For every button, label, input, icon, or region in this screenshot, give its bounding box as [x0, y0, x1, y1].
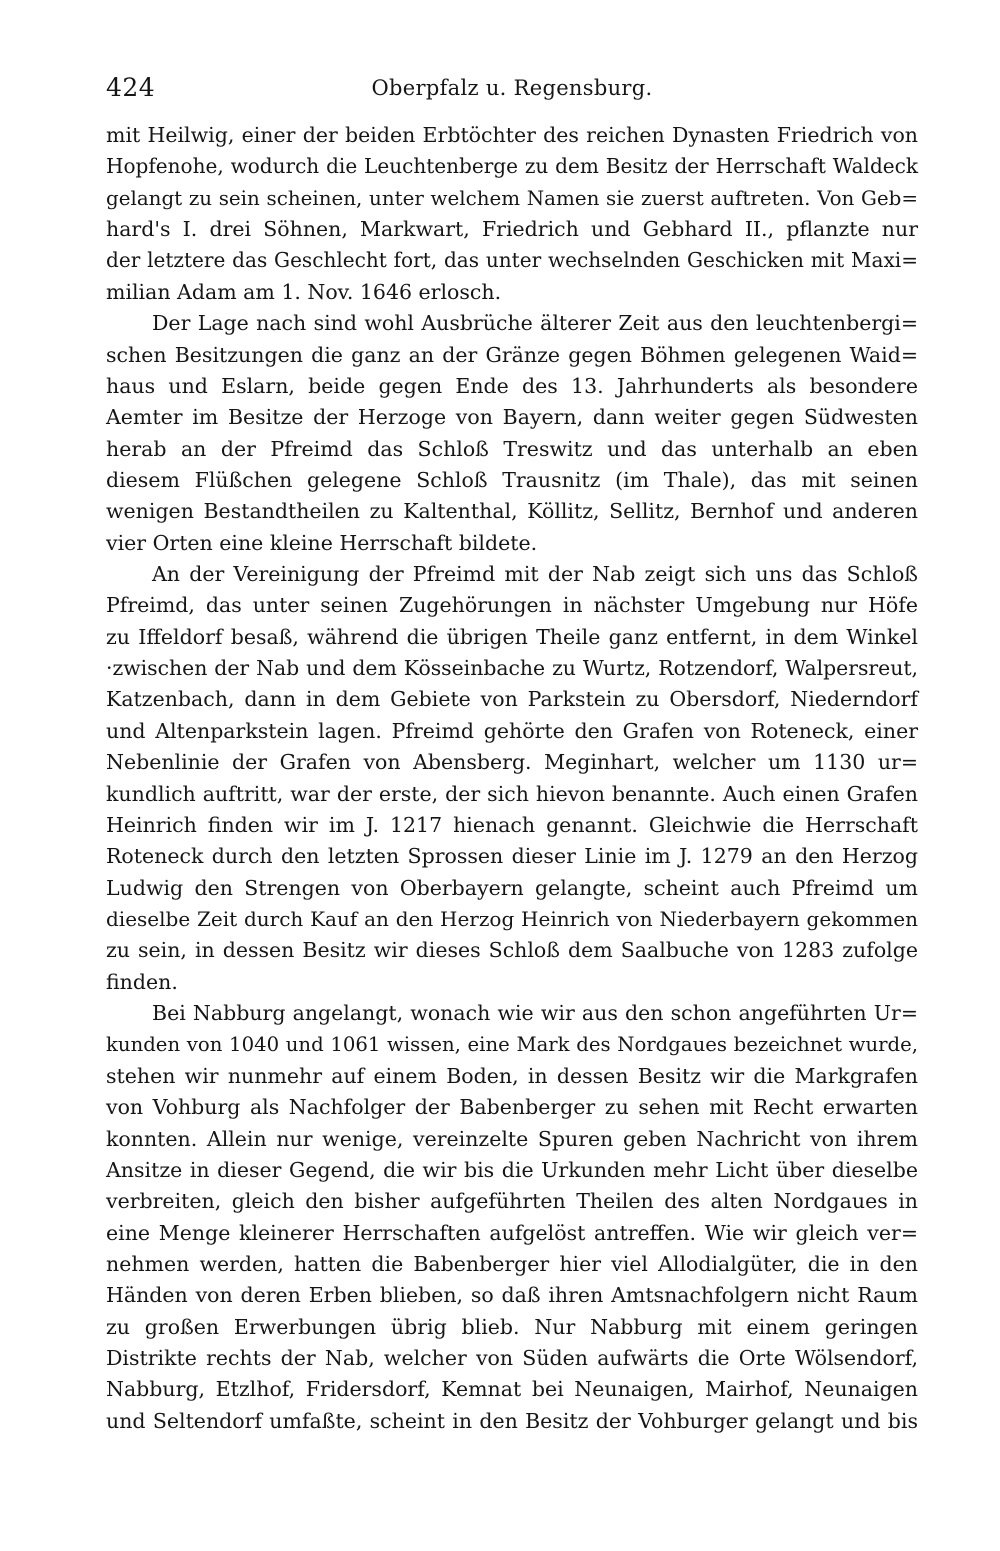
text-line: verbreiten, gleich den bisher aufgeführten Theilen des alten Nordgaues in — [106, 1189, 918, 1214]
text-line: stehen wir nunmehr auf einem Boden, in dessen Besitz wir die Markgrafen — [106, 1063, 918, 1088]
text-line: der letztere das Geschlecht fort, das unter wechselnden Geschicken mit Maxi= — [106, 248, 918, 273]
text-line: herab an der Pfreimd das Schloß Treswitz und das unterhalb an eben — [106, 436, 918, 461]
text-line: finden. — [106, 969, 178, 994]
text-line: gelangt zu sein scheinen, unter welchem Namen sie zuerst auftreten. Von Geb= — [106, 186, 918, 210]
text-line: eine Menge kleinerer Herrschaften aufgelöst antreffen. Wie wir gleich ver= — [106, 1220, 918, 1245]
text-line: mit Heilwig, einer der beiden Erbtöchter des reichen Dynasten Friedrich von — [106, 123, 918, 147]
text-line: von Vohburg als Nachfolger der Babenberger zu sehen mit Recht erwarten — [106, 1095, 918, 1120]
text-line: Distrikte rechts der Nab, welcher von Süden aufwärts die Orte Wölsendorf, — [106, 1346, 918, 1371]
text-line: Aemter im Besitze der Herzoge von Bayern, dann weiter gegen Südwesten — [106, 405, 918, 430]
text-line: haus und Eslarn, beide gegen Ende des 13. Jahrhunderts als besondere — [106, 373, 918, 398]
text-line: und Altenparkstein lagen. Pfreimd gehörte den Grafen von Roteneck, einer — [106, 718, 918, 743]
text-line: zu Iffeldorf besaß, während die übrigen Theile ganz entfernt, in dem Winkel — [106, 624, 918, 649]
text-line: Nabburg, Etzlhof, Fridersdorf, Kemnat bei Neunaigen, Mairhof, Neunaigen — [106, 1377, 918, 1402]
text-line: milian Adam am 1. Nov. 1646 erlosch. — [106, 279, 502, 304]
text-line: hard's I. drei Söhnen, Markwart, Friedrich und Gebhard II., pflanzte nur — [106, 217, 918, 242]
text-line: nehmen werden, hatten die Babenberger hier viel Allodialgüter, die in den — [106, 1251, 918, 1276]
body-text — [106, 120, 918, 1437]
text-line: schen Besitzungen die ganz an der Gränze gegen Böhmen gelegenen Waid= — [106, 342, 918, 367]
text-line: An der Vereinigung der Pfreimd mit der Nab zeigt sich uns das Schloß — [152, 562, 918, 587]
text-line: konnten. Allein nur wenige, vereinzelte Spuren geben Nachricht von ihrem — [106, 1126, 918, 1151]
text-line: Händen von deren Erben blieben, so daß ihren Amtsnachfolgern nicht Raum — [106, 1283, 918, 1308]
text-line: Roteneck durch den letzten Sprossen dieser Linie im J. 1279 an den Herzog — [106, 844, 918, 869]
text-line: wenigen Bestandtheilen zu Kaltenthal, Köllitz, Sellitz, Bernhof und anderen — [106, 499, 918, 524]
text-line: Heinrich finden wir im J. 1217 hienach genannt. Gleichwie die Herrschaft — [106, 812, 918, 837]
text-line: kunden von 1040 und 1061 wissen, eine Mark des Nordgaues bezeichnet wurde, — [106, 1033, 918, 1057]
page-header — [106, 70, 918, 110]
text-line: Pfreimd, das unter seinen Zugehörungen in nächster Umgebung nur Höfe — [106, 593, 918, 618]
text-line: zu sein, in dessen Besitz wir dieses Schloß dem Saalbuche von 1283 zufolge — [106, 938, 918, 963]
text-line: Ansitze in dieser Gegend, die wir bis die Urkunden mehr Licht über dieselbe — [106, 1157, 918, 1182]
text-line: Nebenlinie der Grafen von Abensberg. Meginhart, welcher um 1130 ur= — [106, 750, 918, 775]
text-line: Hopfenohe, wodurch die Leuchtenberge zu dem Besitz der Herrschaft Waldeck — [106, 154, 918, 179]
text-line: Bei Nabburg angelangt, wonach wie wir aus den schon angeführten Ur= — [152, 1001, 918, 1026]
running-head: Oberpfalz u. Regensburg. — [371, 76, 653, 100]
text-line: Der Lage nach sind wohl Ausbrüche älterer Zeit aus den leuchtenbergi= — [152, 311, 918, 336]
text-line: vier Orten eine kleine Herrschaft bildete. — [106, 530, 538, 555]
text-line: ·zwischen der Nab und dem Kösseinbache zu Wurtz, Rotzendorf, Walpersreut, — [106, 656, 918, 681]
text-line: und Seltendorf umfaßte, scheint in den Besitz der Vohburger gelangt und bis — [106, 1408, 918, 1433]
text-line: diesem Flüßchen gelegene Schloß Trausnitz (im Thale), das mit seinen — [106, 467, 918, 492]
text-line: zu großen Erwerbungen übrig blieb. Nur Nabburg mit einem geringen — [106, 1314, 918, 1339]
text-line: kundlich auftritt, war der erste, der sich hievon benannte. Auch einen Grafen — [106, 781, 918, 806]
page-number: 424 — [106, 73, 156, 102]
text-line: Katzenbach, dann in dem Gebiete von Parkstein zu Obersdorf, Niederndorf — [106, 687, 918, 712]
text-line: dieselbe Zeit durch Kauf an den Herzog Heinrich von Niederbayern gekommen — [106, 906, 918, 931]
text-line: Ludwig den Strengen von Oberbayern gelangte, scheint auch Pfreimd um — [106, 875, 918, 900]
